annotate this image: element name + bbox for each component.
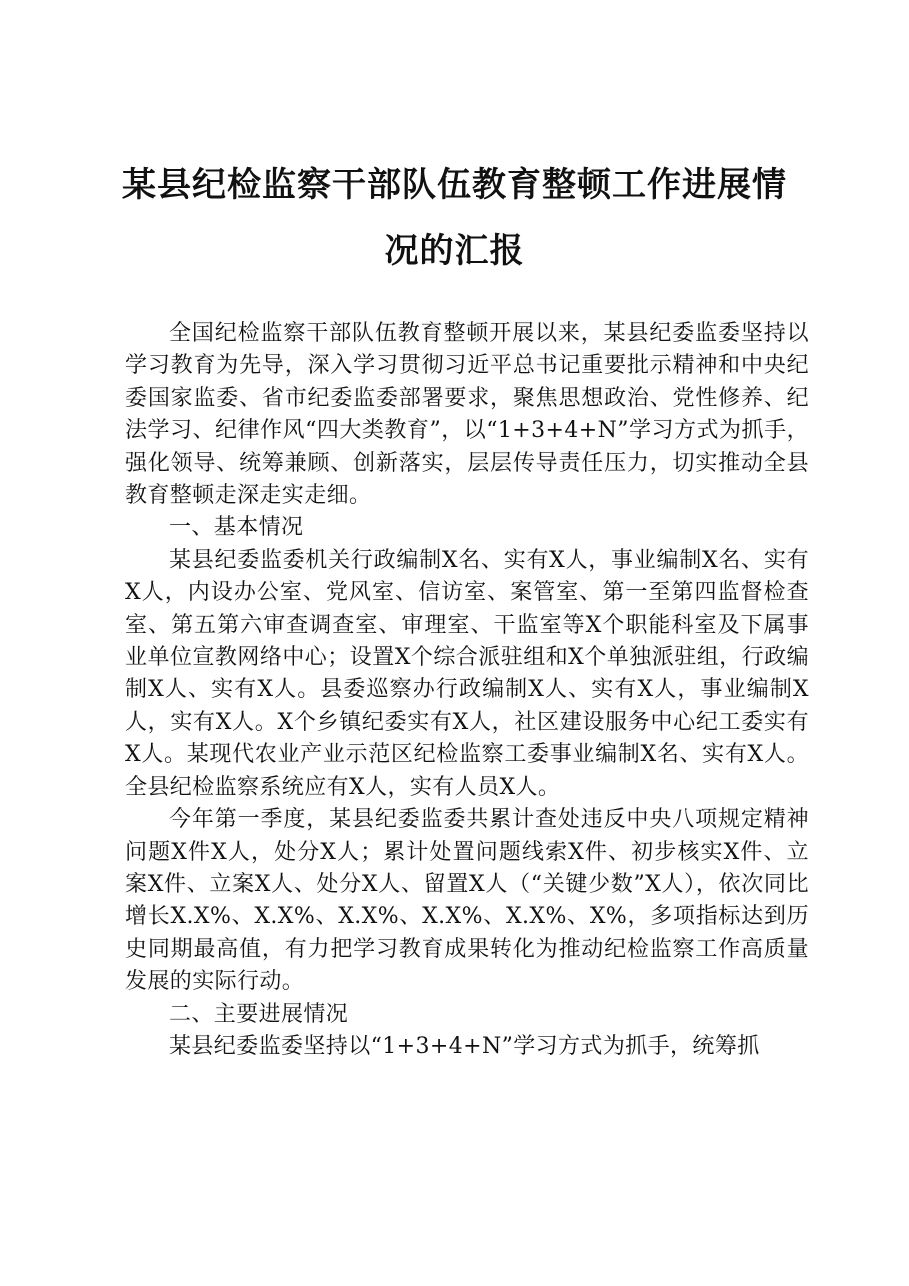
paragraph-intro: 全国纪检监察干部队伍教育整顿开展以来，某县纪委监委坚持以学习教育为先导，深入学习贯彻习近平总书记重要批示精神和中央纪委国家监委、省市纪委监委部署要求，聚焦思想政治、党性修养、纪法学习、纪律作风“四大类教育”，以“1+3+4+N”学习方式为抓手，强化领导、统筹兼顾、创新落实，层层传导责任压力，切实推动全县教育整顿走深走实走细。 (125, 321, 809, 509)
section-heading-basic-situation: 一、基本情况 (169, 515, 304, 541)
paragraph-progress-start: 某县纪委监委坚持以“1+3+4+N”学习方式为抓手，统筹抓 (169, 1033, 760, 1059)
document-body (125, 318, 809, 1063)
paragraph-staffing: 某县纪委监委机关行政编制X名、实有X人，事业编制X名、实有X人，内设办公室、党风室、信访室、案管室、第一至第四监督检查室、第五第六审查调查室、审理室、干监室等X个职能科室及下属事业单位宣教网络中心；设置X个综合派驻组和X个单独派驻组，行政编制X人、实有X人。县委巡察办行政编制X人、实有X人，事业编制X人，实有X人。X个乡镇纪委实有X人，社区建设服务中心纪工委实有X人。某现代农业产业示范区纪检监察工委事业编制X名、实有X人。全县纪检监察系统应有X人，实有人员X人。 (125, 547, 809, 800)
document-title: 某县纪检监察干部队伍教育整顿工作进展情况的汇报 (122, 165, 787, 271)
section-heading-progress: 二、主要进展情况 (169, 1001, 349, 1027)
paragraph-first-quarter: 今年第一季度，某县纪委监委共累计查处违反中央八项规定精神问题X件X人，处分X人；累计处置问题线索X件、初步核实X件、立案X件、立案X人、处分X人、留置X人（“关键少数”X人），依次同比增长X.X%、X.X%、X.X%、X.X%、X.X%、X%，多项指标达到历史同期最高值，有力把学习教育成果转化为推动纪检监察工作高质量发展的实际行动。 (125, 807, 809, 995)
